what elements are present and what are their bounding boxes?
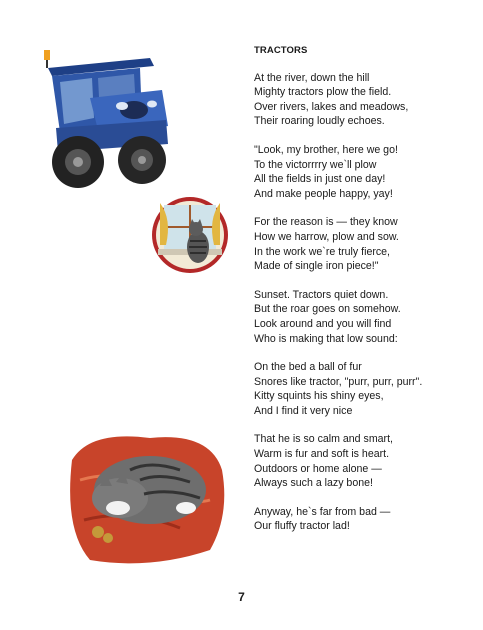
- poem-line: Outdoors or home alone —: [254, 462, 382, 475]
- poem-line: Kitty squints his shiny eyes,: [254, 390, 384, 403]
- poem-stanza: [254, 505, 469, 534]
- poem-line: Anyway, he`s far from bad —: [254, 505, 391, 518]
- poem-line: "Look, my brother, here we go!: [254, 143, 398, 156]
- page-number: 7: [238, 590, 245, 604]
- poem-line: At the river, down the hill: [254, 71, 370, 84]
- poem-line: In the work we`re truly fierce,: [254, 245, 390, 258]
- poem-line: Our fluffy tractor lad!: [254, 520, 350, 533]
- poem-title: TRACTORS: [254, 45, 308, 56]
- poem-line: Their roaring loudly echoes.: [254, 115, 385, 128]
- poem-line: All the fields in just one day!: [254, 173, 386, 186]
- poem-line: Warm is fur and soft is heart.: [254, 448, 390, 461]
- poem-line: Snores like tractor, "purr, purr, purr".: [254, 375, 423, 388]
- poem-line: Made of single iron piece!": [254, 260, 379, 273]
- poem-line: Mighty tractors plow the field.: [254, 86, 392, 99]
- poem-line: On the bed a ball of fur: [254, 361, 362, 374]
- poem-stanza: [254, 143, 469, 201]
- poem-line: How we harrow, plow and sow.: [254, 230, 399, 243]
- poem-line: That he is so calm and smart,: [254, 433, 393, 446]
- poem: [254, 44, 469, 548]
- poem-line: And I find it very nice: [254, 404, 353, 417]
- poem-line: Who is making that low sound:: [254, 332, 398, 345]
- poem-line: Sunset. Tractors quiet down.: [254, 288, 389, 301]
- poem-line: Always such a lazy bone!: [254, 477, 373, 490]
- poem-stanza: [254, 432, 469, 490]
- window-cat-illustration: [150, 195, 230, 275]
- poem-line: Over rivers, lakes and meadows,: [254, 100, 409, 113]
- poem-line: To the victorrrry we`ll plow: [254, 158, 377, 171]
- poem-stanza: [254, 71, 469, 129]
- poem-stanza: [254, 360, 469, 418]
- poem-line: For the reason is — they know: [254, 216, 398, 229]
- poem-stanza: [254, 288, 469, 346]
- poem-stanza: [254, 215, 469, 273]
- poem-line: Look around and you will find: [254, 317, 392, 330]
- poem-line: And make people happy, yay!: [254, 187, 393, 200]
- tractor-illustration: [30, 40, 175, 190]
- poem-line: But the roar goes on somehow.: [254, 303, 401, 316]
- sleeping-cat-illustration: [60, 420, 230, 570]
